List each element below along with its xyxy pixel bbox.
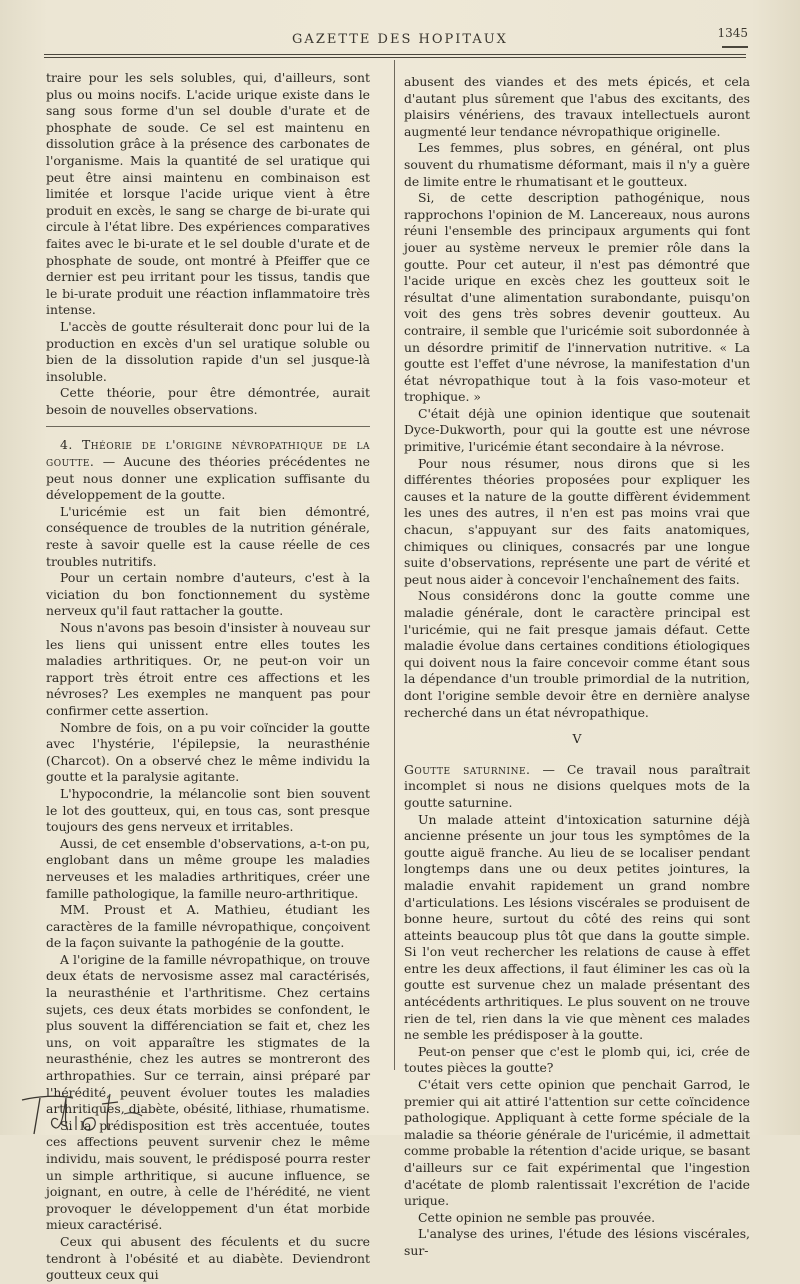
paragraph xyxy=(46,385,370,418)
paragraph-text: Un malade atteint d'intoxication saturnine déjà ancienne présente un jour tous les symptômes de la goutte aiguë franche. Au lieu de se localiser pendant longtemps dans une ou deux petites jointures, la maladie envahit rapidement un grand nombre d'articulations. Les lésions viscérales se produisent de bonne heure, surtout du côté des reins qui sont atteints beaucoup plus tôt que dans la goutte simple. Si l'on veut rechercher les relations de cause à effet entre les deux affections, il faut éliminer les cas où la goutte est survenue chez un malade présentant des antécédents arthritiques. Le plus souvent on ne trouve rien de tel, rien dans la vie que mènent ces malades ne semble les prédisposer à la goutte. xyxy=(404,811,750,1043)
paragraph-text: Cette opinion ne semble pas prouvée. xyxy=(418,1209,656,1225)
paragraph xyxy=(404,456,750,589)
paragraph xyxy=(404,1210,750,1227)
paragraph-text: Aussi, de cet ensemble d'observations, a-t-on pu, englobant dans un même groupe les maladies nerveuses et les maladies arthritiques, créer une famille pathologique, la famille neuro-arthritique. xyxy=(46,835,370,901)
paragraph xyxy=(404,1226,750,1259)
section-heading: 4. Théorie de l'origine névropathique de la goutte. xyxy=(46,437,370,470)
handwritten-signature xyxy=(18,1090,178,1135)
paragraph xyxy=(46,836,370,902)
paragraph xyxy=(46,570,370,620)
section-rule xyxy=(46,426,370,427)
paragraph-text: MM. Proust et A. Mathieu, étudiant les caractères de la famille névropathique, conçoivent de la façon suivante la pathogénie de la goutte. xyxy=(46,902,370,951)
paragraph xyxy=(46,902,370,952)
section-paragraph xyxy=(46,437,370,503)
paragraph-text: Cette théorie, pour être démontrée, aurait besoin de nouvelles observations. xyxy=(46,385,370,417)
paragraph xyxy=(404,588,750,721)
paragraph-text: traire pour les sels solubles, qui, d'ailleurs, sont plus ou moins nocifs. L'acide urique existe dans le sang sous forme d'un sel double d'urate et de phosphate de soude. Ce sel est maintenu en dissolution grâce à la présence des carbonates de l'organisme. Mais la quantité de sel uratique qui peut être ainsi maintenu en combinaison est limitée et lorsque l'acide urique vient à être produit en excès, le sang se charge de bi-urate qui circule à l'état libre. Des expériences comparatives faites avec le bi-urate et le sel double d'urate et de phosphate de soude, ont montré à Pfeiffer que ce dernier est peu irritant pour les tissus, tandis que le bi-urate produit une réaction inflammatoire très intense. xyxy=(46,70,370,318)
paragraph xyxy=(404,1044,750,1077)
paragraph-text: — Aucune des théories précédentes ne peut nous donner une explication suffisante du développement de la goutte. xyxy=(46,454,370,503)
paragraph-text: C'était vers cette opinion que penchait Garrod, le premier qui ait attiré l'attention sur cette coïncidence pathologique. Appliquant à cette forme spéciale de la maladie sa théorie générale de l'uricémie, il admettait comme probable la rétention d'acide urique, se basant d'ailleurs sur ce fait expérimental que l'ingestion d'acétate de plomb ralentissait l'excrétion de l'acide urique. xyxy=(404,1077,750,1209)
paragraph xyxy=(404,140,750,190)
paragraph-text: Nous considérons donc la goutte comme une maladie générale, dont le caractère principal est l'uricémie, qui ne fait presque jamais défaut. Cette maladie évolue dans certaines conditions étiologiques qui doivent nous la faire concevoir comme étant sous la dépendance d'un trouble primordial de la nutrition, dont l'origine semble devoir être en dernière analyse recherché dans un état névropathique. xyxy=(404,588,750,720)
paragraph-text: C'était déjà une opinion identique que soutenait Dyce-Dukworth, pour qui la goutte est une névrose primitive, l'uricémie étant secondaire à la névrose. xyxy=(404,405,750,455)
paragraph-text: Si la prédisposition est très accentuée, toutes ces affections peuvent survenir chez le même individu, mais souvent, le prédisposé pourra rester un simple arthritique, si aucune influence, se joignant, en outre, à celle de l'hérédité, ne vient provoquer le développement d'un état morbide mieux caractérisé. xyxy=(46,1117,370,1233)
paragraph-text: Les femmes, plus sobres, en général, ont plus souvent du rhumatisme déformant, mais il n'y a guère de limite entre le rhumatisant et le goutteux. xyxy=(404,140,750,189)
paragraph xyxy=(404,190,750,406)
paragraph-text: L'hypocondrie, la mélancolie sont bien souvent le lot des goutteux, qui, en tous cas, sont presque toujours des gens nerveux et irritables. xyxy=(46,785,370,835)
paragraph-text: L'accès de goutte résulterait donc pour lui de la production en excès d'un sel uratique soluble ou bien de la dissolution rapide d'un sel jusque-là insoluble. xyxy=(46,318,370,384)
paragraph xyxy=(46,1234,370,1284)
paragraph xyxy=(404,1077,750,1210)
page-number: 1345 xyxy=(717,26,748,40)
right-column xyxy=(404,74,750,1260)
paragraph xyxy=(46,70,370,319)
paragraph-text: L'analyse des urines, l'étude des lésions viscérales, sur- xyxy=(404,1226,750,1258)
section-number: V xyxy=(572,731,582,747)
paragraph-text: A l'origine de la famille névropathique, on trouve deux états de nervosisme assez mal caractérisés, la neurasthénie et l'arthritisme. Chez certains sujets, ces deux états morbides se confondent, le plus souvent la différenciation se fait et, chez les uns, on voit apparaître les stigmates de la neurasthénie, chez les autres se montreront des arthropathies. Sur ce terrain, ainsi préparé par l'hérédité, peuvent évoluer toutes les maladies arthritiques, diabète, obésité, lithiase, rhumatisme. xyxy=(46,951,370,1117)
paragraph xyxy=(404,812,750,1044)
paragraph-text: — Ce travail nous paraîtrait incomplet si nous ne disions quelques mots de la goutte saturnine. xyxy=(404,761,750,810)
paragraph-text: Pour un certain nombre d'auteurs, c'est à la viciation du bon fonctionnement du système nerveux qu'il faut rattacher la goutte. xyxy=(46,570,370,619)
journal-title: GAZETTE DES HOPITAUX xyxy=(292,32,508,47)
page-number-rule xyxy=(722,46,748,48)
page-header xyxy=(0,26,800,50)
paragraph-text: Pour nous résumer, nous dirons que si les différentes théories proposées pour expliquer les causes et la nature de la goutte diffèrent évidemment les unes des autres, il n'en est pas moins vrai que chacun, s'appuyant sur des faits anatomiques, chimiques ou cliniques, consacrés par une longue suite d'observations, représente une part de vérité et peut nous aider à concevoir l'enchaînement des faits. xyxy=(404,455,750,587)
paragraph xyxy=(46,786,370,836)
section-paragraph xyxy=(404,762,750,812)
paragraph-text: Si, de cette description pathogénique, nous rapprochons l'opinion de M. Lancereaux, nous aurons réuni l'ensemble des principaux arguments qui font jouer au système nerveux le premier rôle dans la goutte. Pour cet auteur, il n'est pas démontré que l'acide urique en excès chez les goutteux soit le résultat d'une alimentation surabondante, puisqu'on voit des gens très sobres devenir goutteux. Au contraire, il semble que l'uricémie soit subordonnée à un désordre primitif de l'innervation nutritive. « La goutte est l'effet d'une névrose, la manifestation d'un état névropathique tout à la fois vaso-moteur et trophique. » xyxy=(404,190,750,405)
paragraph-text: Nombre de fois, on a pu voir coïncider la goutte avec l'hystérie, l'épilepsie, la neurasthénie (Charcot). On a observé chez le même individu la goutte et la paralysie agitante. xyxy=(46,719,370,785)
paragraph xyxy=(46,319,370,385)
paragraph xyxy=(404,74,750,140)
paragraph xyxy=(46,504,370,570)
paragraph-text: Nous n'avons pas besoin d'insister à nouveau sur les liens qui unissent entre elles toutes les maladies arthritiques. Or, ne peut-on voir un rapport très étroit entre ces affections et les névroses? Les exemples ne manquent pas pour confirmer cette assertion. xyxy=(46,620,370,718)
header-double-rule xyxy=(44,54,746,58)
paragraph-text: abusent des viandes et des mets épicés, et cela d'autant plus sûrement que l'abus des excitants, des plaisirs vénériens, des travaux intellectuels auront augmenté leur tendance névropathique originelle. xyxy=(404,74,750,139)
paragraph xyxy=(404,406,750,456)
column-divider xyxy=(394,60,395,1070)
paragraph-text: Ceux qui abusent des féculents et du sucre tendront à l'obésité et au diabète. Deviendront goutteux ceux qui xyxy=(46,1233,370,1283)
section-heading: Goutte saturnine. xyxy=(404,761,531,777)
paragraph-text: L'uricémie est un fait bien démontré, conséquence de troubles de la nutrition générale, reste à savoir quelle est la cause réelle de ces troubles nutritifs. xyxy=(46,503,370,569)
paragraph xyxy=(46,620,370,720)
paragraph xyxy=(46,720,370,786)
paragraph xyxy=(46,1118,370,1234)
paragraph-text: Peut-on penser que c'est le plomb qui, ici, crée de toutes pièces la goutte? xyxy=(404,1043,750,1076)
